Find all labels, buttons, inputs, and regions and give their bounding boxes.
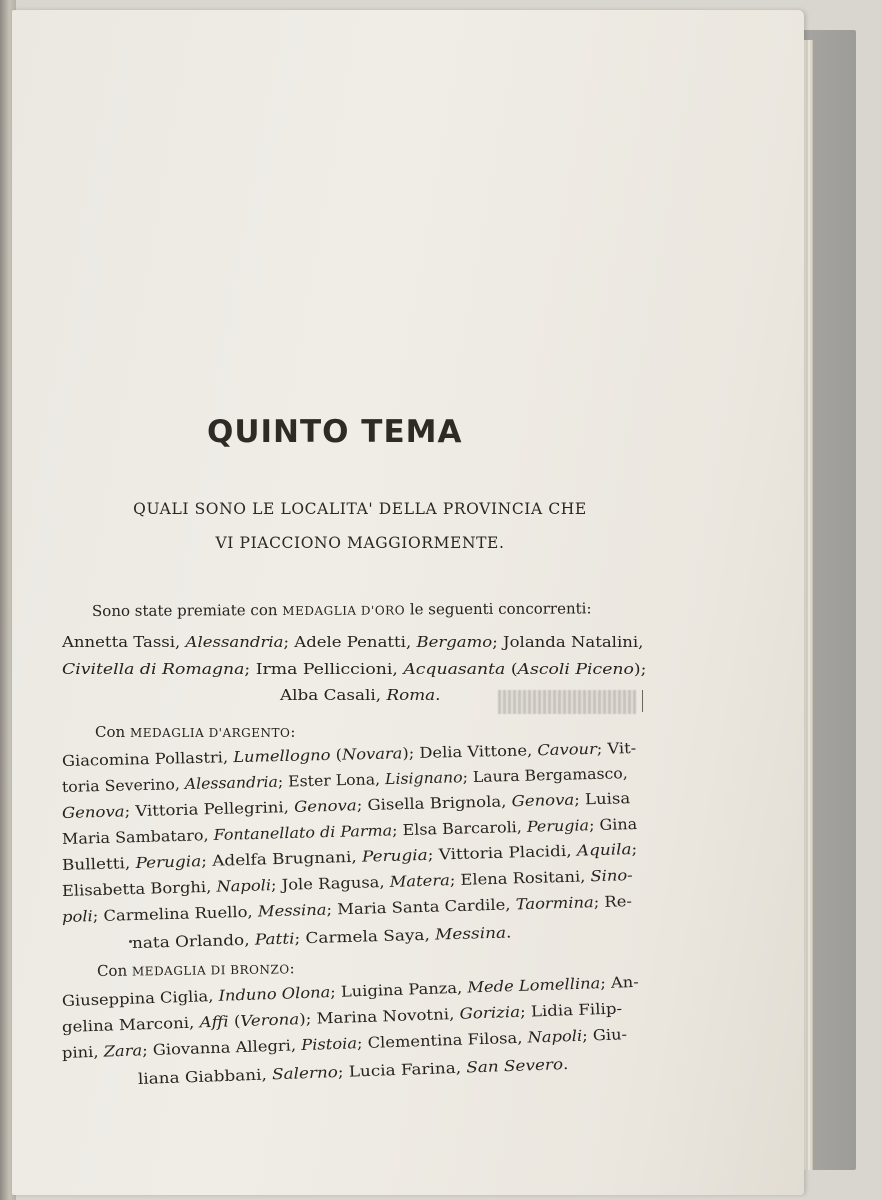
gold-intro-pre: Sono state premiate con: [91, 601, 278, 620]
text-segment: ; Ester Lona,: [277, 770, 386, 791]
text-segment: ; Vit-: [596, 738, 637, 758]
place-name: Napoli: [527, 1026, 583, 1047]
place-name: Lumellogno: [233, 745, 331, 767]
place-name: Perugia: [135, 852, 202, 872]
text-segment: Giuseppina Ciglia,: [61, 986, 219, 1010]
text-segment: .: [562, 1054, 569, 1074]
text-segment: ; Clementina Filosa,: [356, 1028, 528, 1053]
bronze-medal-label: MEDAGLIA DI BRONZO: [131, 962, 290, 979]
text-segment: );: [633, 660, 647, 678]
text-segment: Elisabetta Borghi,: [61, 877, 217, 900]
silver-intro-pre: Con: [95, 723, 126, 741]
text-segment: Giacomina Pollastri,: [61, 748, 234, 770]
subtitle-line-1: QUALI SONO LE LOCALITA' DELLA PROVINCIA CHE: [133, 500, 587, 518]
place-name: Acquasanta: [403, 660, 506, 678]
text-segment: ; An-: [599, 972, 639, 993]
text-segment: ; Gina: [588, 814, 638, 835]
stamp-tick-mark: [642, 690, 643, 712]
place-name: Messina: [434, 923, 507, 944]
place-name: Mede Lomellina: [467, 974, 601, 997]
text-segment: ; Giu-: [581, 1025, 628, 1045]
text-segment: ; Gisella Brignola,: [356, 792, 512, 815]
text-segment: .: [505, 923, 512, 942]
text-segment: (: [505, 660, 518, 678]
place-name: Affi: [199, 1012, 229, 1032]
place-name: Napoli: [216, 876, 272, 896]
place-name: Verona: [240, 1010, 300, 1031]
text-segment: ; Jole Ragusa,: [270, 872, 390, 895]
text-segment: gelina Marconi,: [61, 1013, 200, 1036]
gold-intro: [92, 599, 592, 620]
text-segment: ; Elsa Barcaroli,: [391, 817, 528, 840]
text-segment: Annetta Tassi,: [62, 633, 186, 651]
text-segment: ;: [631, 839, 638, 859]
place-name: Perugia: [361, 845, 428, 866]
text-segment: pini,: [61, 1042, 104, 1062]
place-name: Cavour: [537, 739, 597, 760]
gold-intro-post: le seguenti concorrenti:: [409, 599, 592, 619]
subtitle-line-2: VI PIACCIONO MAGGIORMENTE.: [215, 534, 505, 552]
gold-medal-label: MEDAGLIA D'ORO: [282, 603, 406, 619]
silver-intro: [95, 723, 295, 741]
place-name: Genova: [293, 796, 357, 816]
text-segment: (: [228, 1012, 241, 1031]
text-segment: ; Vittoria Placidi,: [427, 841, 578, 864]
text-segment: ; Giovanna Allegri,: [141, 1036, 302, 1060]
place-name: Fontanellato di Parma: [213, 821, 393, 845]
text-segment: ; Luisa: [573, 789, 631, 809]
place-name: Patti: [254, 929, 295, 949]
place-name: Alessandria: [185, 633, 284, 651]
silver-medal-label: MEDAGLIA D'ARGENTO: [129, 726, 291, 740]
text-segment: (: [330, 745, 343, 764]
place-name: Aquila: [576, 840, 632, 860]
place-name: Zara: [103, 1041, 143, 1061]
place-name: Sino-: [590, 866, 633, 886]
place-name: Messina: [257, 900, 327, 921]
place-name: Induno Olona: [218, 983, 331, 1005]
text-segment: Maria Sambataro,: [61, 826, 214, 848]
text-segment: .: [435, 686, 441, 704]
place-name: Gorizia: [459, 1002, 521, 1023]
place-name: Alessandria: [184, 772, 279, 793]
bronze-intro: [97, 959, 295, 980]
gold-line-3: [280, 686, 440, 704]
text-segment: ; Maria Santa Cardile,: [326, 895, 516, 919]
text-segment: ; Adele Penatti,: [283, 633, 417, 651]
place-name: Matera: [389, 871, 451, 891]
place-name: Perugia: [526, 816, 590, 836]
place-name: Genova: [511, 790, 575, 811]
gold-line-1: [62, 633, 643, 651]
place-name: Genova: [61, 802, 125, 822]
silver-intro-post: :: [290, 723, 296, 741]
place-name: Taormina: [515, 893, 594, 914]
text-segment: ; Carmela Saya,: [294, 925, 436, 948]
place-name: Civitella di Romagna: [62, 660, 245, 678]
page-title: QUINTO TEMA: [207, 414, 463, 450]
place-name: Ascoli Piceno: [517, 660, 634, 678]
text-segment: liana Giabbani,: [137, 1065, 273, 1088]
text-segment: toria Severino,: [61, 775, 186, 796]
place-name: Lisignano: [384, 768, 463, 789]
place-name: San Severo: [466, 1055, 564, 1077]
place-name: Roma: [386, 686, 436, 704]
text-segment: ; Irma Pelliccioni,: [244, 660, 404, 678]
place-name: Pistoia: [300, 1034, 358, 1055]
text-segment: nata Orlando,: [131, 930, 256, 952]
text-segment: ; Elena Rositani,: [449, 867, 591, 890]
text-segment: Bulletti,: [61, 853, 136, 874]
gold-line-2: [62, 660, 646, 678]
bronze-intro-post: :: [289, 959, 295, 978]
bronze-intro-pre: Con: [96, 961, 128, 980]
place-name: poli: [61, 907, 94, 926]
text-segment: ; Jolanda Natalini,: [492, 633, 644, 651]
place-name: Bergamo: [416, 633, 493, 651]
text-segment: ; Re-: [593, 892, 633, 912]
stray-ink-dot: [129, 940, 132, 943]
text-segment: ; Luigina Panza,: [329, 978, 468, 1002]
place-name: Salerno: [271, 1063, 339, 1084]
text-segment: Alba Casali,: [280, 686, 387, 704]
text-segment: ; Adelfa Brugnani,: [200, 847, 363, 871]
ink-stamp-mark: [498, 690, 636, 714]
text-segment: ; Carmelina Ruello,: [92, 902, 259, 926]
place-name: Novara: [341, 744, 403, 764]
text-segment: ; Vittoria Pellegrini,: [124, 797, 295, 821]
text-segment: ); Delia Vittone,: [402, 741, 538, 763]
text-segment: ; Laura Bergamasco,: [462, 764, 628, 787]
text-segment: ; Lidia Filip-: [519, 999, 623, 1021]
text-segment: ); Marina Novotni,: [298, 1004, 460, 1029]
text-segment: ; Lucia Farina,: [337, 1058, 467, 1082]
